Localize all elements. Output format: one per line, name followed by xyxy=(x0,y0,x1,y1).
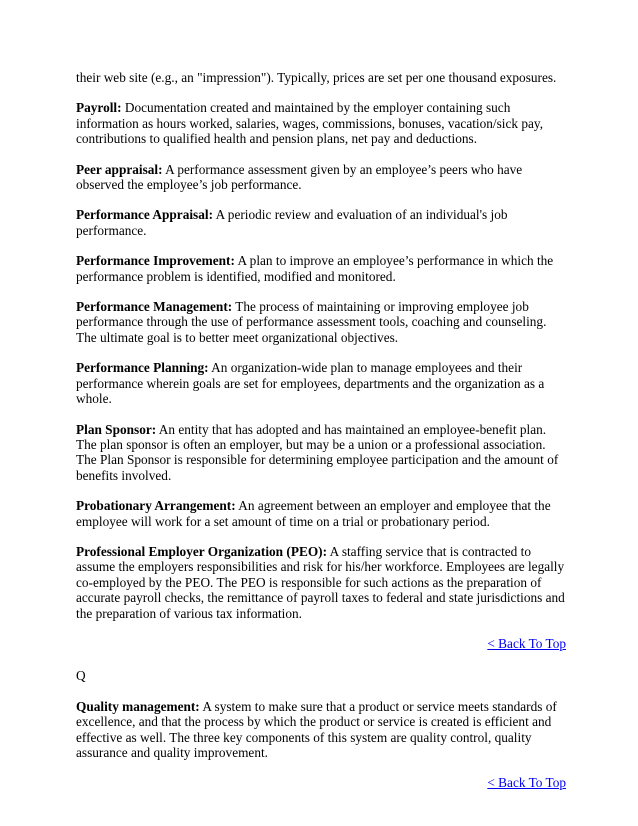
entry-performance-planning xyxy=(76,360,566,406)
entry-definition: An entity that has adopted and has maintained an employee-benefit plan. The plan sponsor is often an employer, but may be a union or a professional association. The Plan Sponsor is responsible for determining employee participation and the amount of benefits involved. xyxy=(76,421,559,483)
back-to-top-link-bottom[interactable]: < Back To Top xyxy=(487,775,566,791)
entry-term: Performance Improvement: xyxy=(76,253,235,269)
entry-term: Professional Employer Organization (PEO): xyxy=(76,543,328,559)
entry-definition: An organization-wide plan to manage employees and their performance wherein goals are set for employees, departments and the organization as a whole. xyxy=(76,360,545,407)
entry-definition: A periodic review and evaluation of an individual's job performance. xyxy=(76,207,508,238)
entry-payroll xyxy=(76,100,566,146)
entry-peer-appraisal xyxy=(76,162,566,193)
back-to-top-row xyxy=(76,636,566,651)
back-to-top-row-bottom xyxy=(76,775,566,790)
entry-probationary-arrangement xyxy=(76,498,566,529)
entry-quality-management xyxy=(76,699,566,761)
entry-term: Performance Appraisal: xyxy=(76,207,214,223)
back-to-top-link[interactable]: < Back To Top xyxy=(487,635,566,651)
glossary-page xyxy=(76,70,566,808)
entry-term: Performance Management: xyxy=(76,299,233,315)
entry-performance-management xyxy=(76,299,566,345)
entry-definition: A plan to improve an employee’s performance in which the performance problem is identified, modified and monitored. xyxy=(76,253,554,284)
entry-definition: A staffing service that is contracted to assume the employers responsibilities and risk for his/her workforce. Employees are legally co-employed by the PEO. The PEO is responsible for such actions as the preparation of accurate payroll checks, the remittance of payroll taxes to federal and state jurisdictions and the preparation of various tax information. xyxy=(76,543,565,621)
section-letter-q: Q xyxy=(76,668,86,684)
entry-definition: A performance assessment given by an employee’s peers who have observed the employee’s job performance. xyxy=(76,161,523,193)
entry-definition: Documentation created and maintained by the employer containing such information as hours worked, salaries, wages, commissions, bonuses, vacation/sick pay, contributions to qualified health and pension plans, net pay and deductions. xyxy=(76,100,544,147)
entry-plan-sponsor xyxy=(76,422,566,484)
entry-definition: An agreement between an employer and employee that the employee will work for a set amount of time on a trial or probationary period. xyxy=(76,498,551,529)
entry-definition: The process of maintaining or improving employee job performance through the use of performance assessment tools, coaching and counseling. The ultimate goal is to better meet organizational objectives. xyxy=(76,299,547,345)
entry-definition: A system to make sure that a product or service meets standards of excellence, and that the process by which the product or service is created is efficient and effective as well. The three key components of this system are quality control, quality assurance and quality improvement. xyxy=(76,698,557,760)
entry-term: Payroll: xyxy=(76,100,122,116)
entry-term: Performance Planning: xyxy=(76,360,209,376)
entry-term: Plan Sponsor: xyxy=(76,421,157,437)
entry-performance-appraisal xyxy=(76,207,566,238)
entry-term: Peer appraisal: xyxy=(76,161,163,177)
entry-performance-improvement xyxy=(76,253,566,284)
intro-paragraph: their web site (e.g., an "impression"). Typically, prices are set per one thousand exposures. xyxy=(76,70,557,85)
entry-term: Probationary Arrangement: xyxy=(76,498,236,514)
entry-peo xyxy=(76,544,566,621)
entry-term: Quality management: xyxy=(76,698,200,714)
